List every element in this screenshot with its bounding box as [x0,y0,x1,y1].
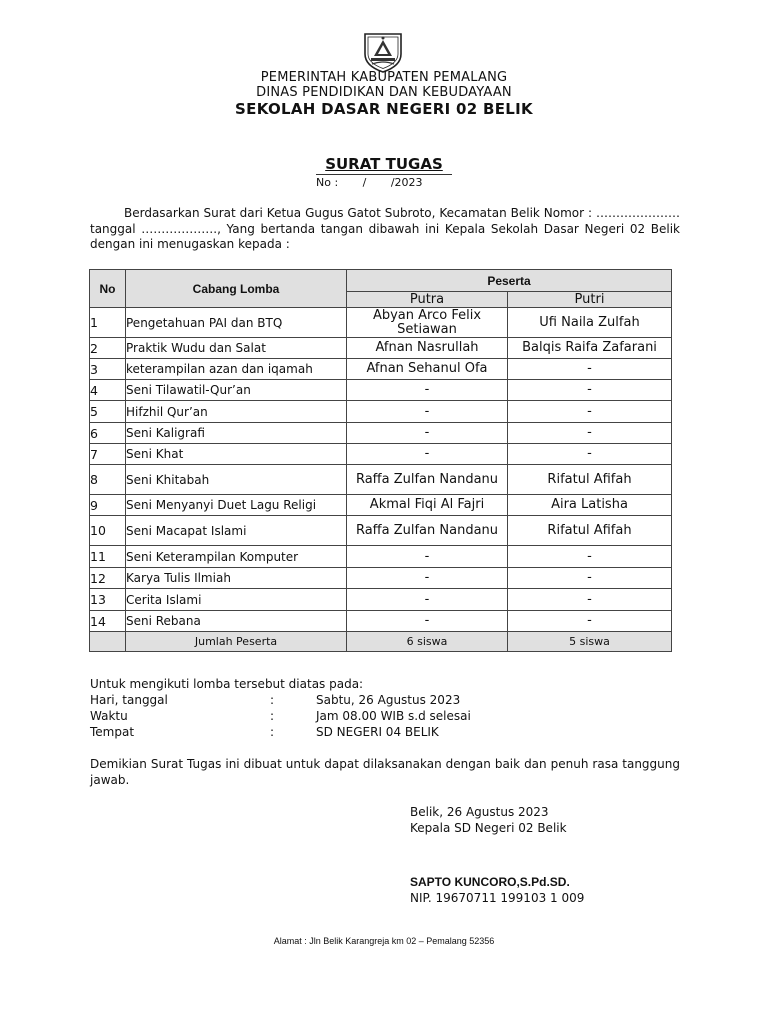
footer-label: Jumlah Peserta [126,632,347,652]
table-row [90,568,672,589]
info-label: Tempat [90,725,135,739]
header-putra: Putra [347,292,508,308]
document-title: SURAT TUGAS [325,155,443,173]
row-putra: Raffa Zulfan Nandanu [347,516,508,546]
row-cabang: Seni Keterampilan Komputer [126,546,347,568]
row-no: 12 [90,568,126,589]
header-peserta: Peserta [347,270,672,292]
closing-paragraph: Demikian Surat Tugas ini dibuat untuk dapat dilaksanakan dengan baik dan penuh rasa tanggung jawab. [90,757,680,787]
table-row [90,338,672,359]
row-cabang: keterampilan azan dan iqamah [126,359,347,380]
table-row [90,516,672,546]
info-colon: : [270,725,275,739]
table-row [90,465,672,495]
signature-name: SAPTO KUNCORO,S.Pd.SD. [410,875,570,889]
row-no: 10 [90,516,126,546]
row-no: 4 [90,380,126,401]
table-row [90,546,672,568]
table-row [90,444,672,465]
table-row [90,423,672,444]
row-putra: Abyan Arco Felix Setiawan [347,308,508,338]
footer-empty-cell [90,632,126,652]
row-no: 2 [90,338,126,359]
intro-paragraph: Berdasarkan Surat dari Ketua Gugus Gatot Subroto, Kecamatan Belik Nomor : ………………… tanggal ………………., Yang bertanda tangan dibawah ini Kepala Sekolah Dasar Negeri 02 Belik dengan ini menugaskan kepada : [90,206,680,251]
row-cabang: Cerita Islami [126,589,347,611]
row-putra: - [347,423,508,444]
row-putri: - [508,444,672,465]
row-cabang: Seni Macapat Islami [126,516,347,546]
row-putri: - [508,423,672,444]
row-putri: - [508,401,672,423]
row-cabang: Seni Menyanyi Duet Lagu Religi [126,495,347,516]
info-value: Jam 08.00 WIB s.d selesai [316,709,471,723]
header-no: No [90,270,126,308]
document-number: No : / /2023 [316,174,452,190]
row-putra: Afnan Nasrullah [347,338,508,359]
table-row [90,380,672,401]
table-footer-row [90,632,672,652]
footer-putri-total: 5 siswa [508,632,672,652]
info-label: Hari, tanggal [90,693,168,707]
row-no: 9 [90,495,126,516]
info-value: Sabtu, 26 Agustus 2023 [316,693,461,707]
row-cabang: Seni Khat [126,444,347,465]
row-putra: - [347,401,508,423]
row-putri: - [508,359,672,380]
row-cabang: Pengetahuan PAI dan BTQ [126,308,347,338]
row-putra: Akmal Fiqi Al Fajri [347,495,508,516]
row-no: 5 [90,401,126,423]
row-cabang: Hifzhil Qur’an [126,401,347,423]
row-putra: - [347,444,508,465]
row-putri: Aira Latisha [508,495,672,516]
table-row [90,611,672,632]
info-colon: : [270,693,275,707]
row-cabang: Seni Tilawatil-Qur’an [126,380,347,401]
info-row [90,708,471,724]
row-cabang: Seni Khitabah [126,465,347,495]
school-address: Alamat : Jln Belik Karangreja km 02 – Pemalang 52356 [273,936,495,946]
header-putri: Putri [508,292,672,308]
header-cabang: Cabang Lomba [126,270,347,308]
footer-putra-total: 6 siswa [347,632,508,652]
row-cabang: Praktik Wudu dan Salat [126,338,347,359]
info-label: Waktu [90,709,128,723]
row-putra: - [347,546,508,568]
info-colon: : [270,709,275,723]
row-no: 8 [90,465,126,495]
competition-table [89,269,672,652]
row-putra: - [347,380,508,401]
row-cabang: Seni Rebana [126,611,347,632]
row-no: 14 [90,611,126,632]
row-no: 13 [90,589,126,611]
event-info [90,676,471,740]
row-putra: Raffa Zulfan Nandanu [347,465,508,495]
row-no: 6 [90,423,126,444]
row-putri: - [508,611,672,632]
row-putra: Afnan Sehanul Ofa [347,359,508,380]
row-putri: Rifatul Afifah [508,516,672,546]
row-putri: Balqis Raifa Zafarani [508,338,672,359]
row-putra: - [347,568,508,589]
regency-emblem-logo [361,30,405,74]
table-row [90,401,672,423]
signature-place-date: Belik, 26 Agustus 2023 [410,805,549,819]
signature-block [410,804,584,906]
table-row [90,589,672,611]
info-row [90,724,439,740]
row-putri: - [508,380,672,401]
letterhead [0,70,768,118]
table-row [90,359,672,380]
letterhead-department: DINAS PENDIDIKAN DAN KEBUDAYAAN [256,85,512,100]
row-cabang: Seni Kaligrafi [126,423,347,444]
row-no: 3 [90,359,126,380]
letterhead-school: SEKOLAH DASAR NEGERI 02 BELIK [235,100,533,118]
row-putra: - [347,611,508,632]
row-no: 11 [90,546,126,568]
row-putri: - [508,546,672,568]
signature-nip: NIP. 19670711 199103 1 009 [410,891,585,905]
row-no: 7 [90,444,126,465]
row-putri: Rifatul Afifah [508,465,672,495]
info-row [90,692,461,708]
row-putri: Ufi Naila Zulfah [508,308,672,338]
letterhead-government: PEMERINTAH KABUPATEN PEMALANG [260,70,508,85]
row-no: 1 [90,308,126,338]
table-row [90,308,672,338]
row-putra: - [347,589,508,611]
row-putri: - [508,589,672,611]
event-info-intro: Untuk mengikuti lomba tersebut diatas pada: [90,677,364,691]
signature-position: Kepala SD Negeri 02 Belik [410,821,567,835]
info-value: SD NEGERI 04 BELIK [316,725,439,739]
row-cabang: Karya Tulis Ilmiah [126,568,347,589]
row-putri: - [508,568,672,589]
table-row [90,495,672,516]
